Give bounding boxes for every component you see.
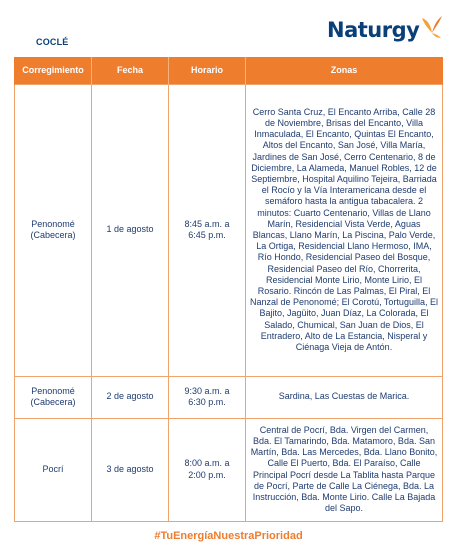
fecha-cell: 3 de agosto [92,418,169,521]
horario-end: 2:00 p.m. [188,469,226,480]
horario-end: 6:30 p.m. [188,397,226,407]
table-header-row [15,57,443,84]
region-title: COCLÉ [36,37,69,47]
corregimiento-name: Penonomé [31,218,75,229]
horario-start: 8:45 a.m. a [184,218,230,229]
zonas-cell: Sardina, Las Cuestas de Marica. [246,376,443,418]
horario-cell [169,418,246,521]
fecha-cell: 2 de agosto [92,376,169,418]
butterfly-logo-icon [419,14,445,44]
horario-start: 8:00 a.m. a [184,458,230,469]
table-row [15,84,443,376]
corregimiento-cell [15,84,92,376]
header-corregimiento: Corregimiento [15,57,92,84]
corregimiento-detail: (Cabecera) [30,397,76,407]
table-row [15,418,443,521]
schedule-table [14,57,443,522]
horario-cell [169,84,246,376]
header-zonas: Zonas [246,57,443,84]
corregimiento-name: Penonomé [31,385,75,396]
horario-start: 9:30 a.m. a [184,385,230,396]
table-row [15,376,443,418]
hashtag-footer: #TuEnergíaNuestraPrioridad [154,530,303,542]
naturgy-logo [327,14,447,50]
corregimiento-cell [15,376,92,418]
corregimiento-name: Pocrí [42,463,64,474]
brand-name: Naturgy [327,18,420,42]
zonas-cell: Central de Pocrí, Bda. Virgen del Carmen, Bda. El Tamarindo, Bda. Matamoro, Bda. San Martín, Bda. Las Mercedes, Bda. Llano Bonito, Calle El Puerto, Bda. El Paraíso, Calle Principal Pocrí desde La Tablita hasta Parque de Pocrí, Parte de Calle La Ciénega, Bda. La Instrucción, Bda. Monte Lirio. Calle La Bajada del Sapo. [246,418,443,521]
horario-cell [169,376,246,418]
fecha-cell: 1 de agosto [92,84,169,376]
header-horario: Horario [169,57,246,84]
horario-end: 6:45 p.m. [188,230,226,240]
corregimiento-cell [15,418,92,521]
zonas-cell: Cerro Santa Cruz, El Encanto Arriba, Calle 28 de Noviembre, Brisas del Encanto, Villa Inmaculada, El Encanto, Quintas El Encanto, Altos del Encanto, San José, Villa María, Jardines de San José, Cerro Centenario, 8 de Diciembre, La Alameda, Manuel Robles, 12 de Septiembre, Hospital Aquilino Tejeira, Barriada el Rocío y la Vía Interamericana desde el semáforo hasta la antigua tabacalera. 2 minutos: Cuarto Centenario, Villas de Llano Marín, Residencial Vista Verde, Aguas Blancas, Llano Marín, La Piscina, Palo Verde, La Ortiga, Residencial Llano Hermoso, IMA, Río Hondo, Residencial Paseo del Bosque, Residencial Paseo del Río, Chorrerita, Residencial Monte Lirio, Monte Lirio, El Rosario. Rincón de Las Palmas, El Piral, El Nanzal de Penonomé; El Corotú, Tortuguilla, El Bajito, Jagüito, Juan Díaz, La Colorada, El Salado, Chumical, San Juan de Dios, El Entradero, Alto de La Estancia, Nisperal y Ciénaga Vieja de Antón. [246,84,443,376]
corregimiento-detail: (Cabecera) [30,230,76,240]
header-fecha: Fecha [92,57,169,84]
